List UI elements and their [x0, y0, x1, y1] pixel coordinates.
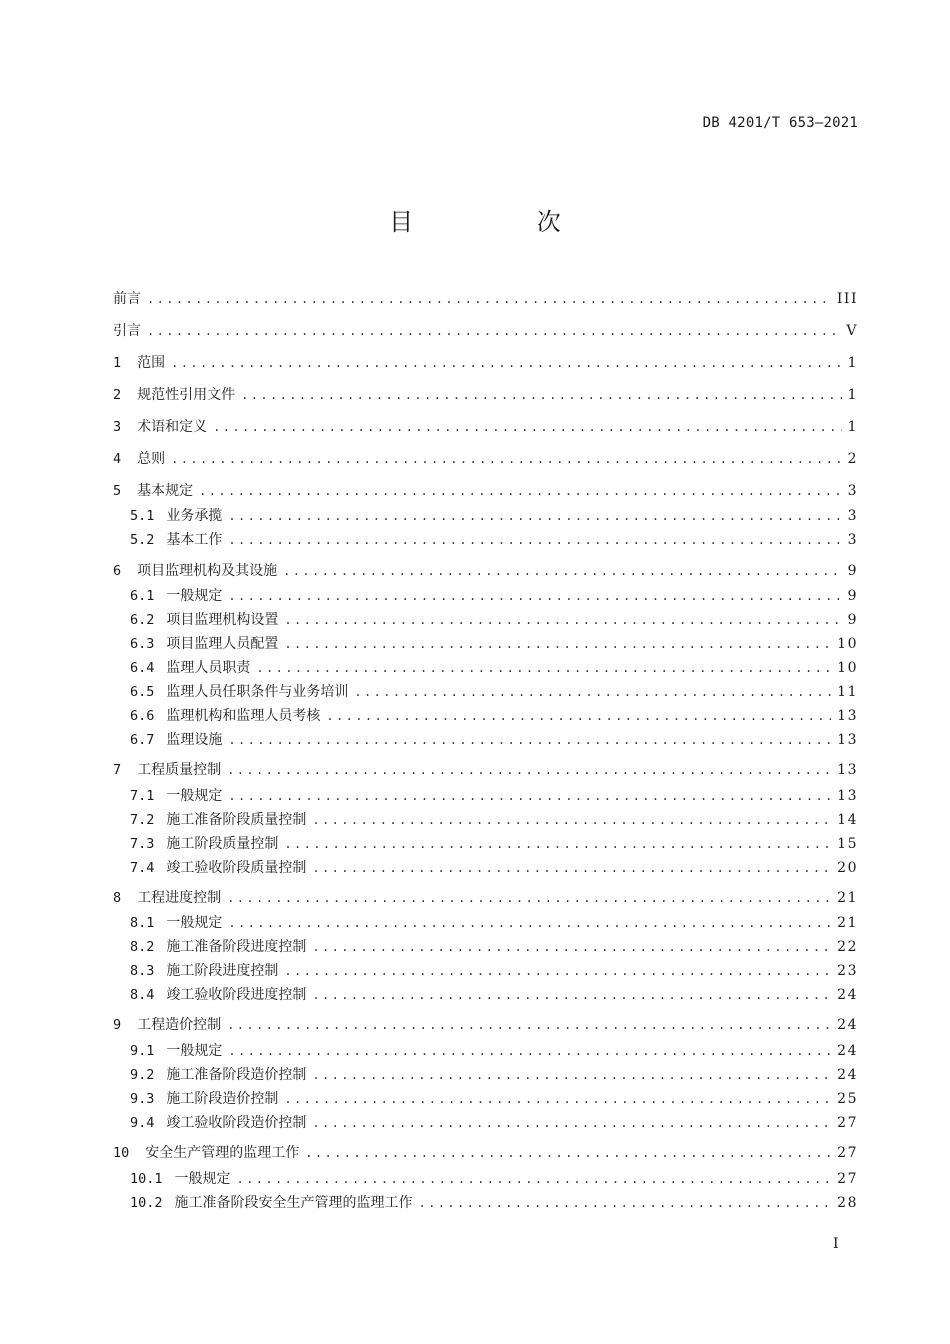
toc-entry-page: 9	[847, 612, 858, 628]
toc-entry-label: 规范性引用文件	[137, 387, 236, 403]
toc-entry[interactable]	[130, 1065, 858, 1085]
toc-entry-number: 8.1	[130, 915, 155, 931]
toc-dot-leader	[312, 1113, 831, 1133]
toc-dot-leader	[228, 530, 841, 550]
toc-entry[interactable]	[130, 834, 858, 854]
toc-entry-number: 9.3	[130, 1091, 155, 1107]
toc-entry-page: 27	[837, 1171, 858, 1187]
toc-entry-label: 项目监理机构及其设施	[137, 563, 278, 579]
toc-entry[interactable]	[130, 1169, 858, 1189]
toc-entry-page: III	[836, 291, 858, 307]
toc-dot-leader	[228, 506, 841, 526]
toc-entry-page: 13	[837, 788, 858, 804]
toc-entry-label: 项目监理人员配置	[166, 636, 279, 652]
toc-entry-label: 基本规定	[137, 483, 194, 499]
toc-entry-number: 6.3	[130, 636, 155, 652]
toc-entry[interactable]	[113, 760, 858, 780]
toc-dot-leader	[284, 834, 831, 854]
toc-dot-leader	[171, 353, 841, 373]
toc-entry-number: 8.2	[130, 939, 155, 955]
toc-entry-label: 施工准备阶段造价控制	[166, 1067, 307, 1083]
toc-entry-number: 8.3	[130, 963, 155, 979]
toc-entry-label: 施工准备阶段进度控制	[166, 939, 307, 955]
toc-entry-number: 10.2	[130, 1195, 163, 1211]
toc-dot-leader	[227, 760, 831, 780]
toc-dot-leader	[284, 1089, 831, 1109]
toc-entry-label: 范围	[137, 355, 166, 371]
toc-entry-page: 15	[837, 836, 858, 852]
toc-dot-leader	[228, 913, 831, 933]
toc-entry[interactable]	[130, 586, 858, 606]
toc-entry-number: 6.6	[130, 708, 155, 724]
toc-entry-number: 5.2	[130, 532, 155, 548]
toc-entry[interactable]	[130, 1041, 858, 1061]
toc-entry[interactable]	[130, 610, 858, 630]
toc-entry-label: 施工阶段造价控制	[166, 1091, 279, 1107]
toc-dot-leader	[228, 730, 831, 750]
toc-entry-page: 13	[837, 708, 858, 724]
toc-entry-page: 3	[847, 483, 858, 499]
toc-dot-leader	[312, 1065, 831, 1085]
toc-entry-label: 术语和定义	[137, 419, 208, 435]
toc-entry-number: 3	[113, 419, 122, 435]
toc-entry-label: 监理机构和监理人员考核	[166, 708, 321, 724]
toc-entry-label: 一般规定	[166, 588, 223, 604]
toc-entry-label: 引言	[113, 323, 141, 339]
toc-dot-leader	[147, 321, 840, 341]
toc-entry-label: 工程质量控制	[137, 762, 222, 778]
toc-entry-label: 一般规定	[174, 1171, 231, 1187]
toc-entry-label: 竣工验收阶段进度控制	[166, 987, 307, 1003]
toc-entry-page: 20	[837, 860, 858, 876]
toc-entry-page: 13	[837, 732, 858, 748]
toc-entry-label: 施工阶段进度控制	[166, 963, 279, 979]
toc-entry[interactable]	[130, 682, 858, 702]
toc-entry-page: 13	[837, 762, 858, 778]
toc-entry-label: 前言	[113, 291, 141, 307]
toc-entry-label: 施工准备阶段安全生产管理的监理工作	[174, 1195, 413, 1211]
toc-dot-leader	[227, 1015, 831, 1035]
toc-dot-leader	[284, 634, 831, 654]
toc-entry[interactable]	[130, 937, 858, 957]
toc-entry-page: 9	[847, 563, 858, 579]
toc-entry-page: 22	[837, 939, 858, 955]
toc-entry-number: 8	[113, 890, 122, 906]
toc-entry[interactable]	[130, 1089, 858, 1109]
toc-entry-number: 7.3	[130, 836, 155, 852]
toc-entry-label: 一般规定	[166, 915, 223, 931]
toc-dot-leader	[241, 385, 841, 405]
toc-entry-page: 21	[837, 890, 858, 906]
toc-entry[interactable]	[113, 1143, 858, 1163]
toc-entry[interactable]	[113, 561, 858, 581]
toc-entry-number: 9	[113, 1017, 122, 1033]
toc-entry-label: 安全生产管理的监理工作	[145, 1145, 300, 1161]
toc-entry-label: 监理人员职责	[166, 660, 251, 676]
toc-entry-number: 6	[113, 563, 122, 579]
toc-entry[interactable]	[130, 786, 858, 806]
toc-entry-page: 28	[837, 1195, 858, 1211]
toc-entry-page: 23	[837, 963, 858, 979]
page-number: I	[833, 1236, 839, 1252]
toc-entry-number: 10	[113, 1145, 130, 1161]
toc-entry-number: 5	[113, 483, 122, 499]
toc-entry-label: 竣工验收阶段质量控制	[166, 860, 307, 876]
toc-entry-label: 监理人员任职条件与业务培训	[166, 684, 349, 700]
toc-entry[interactable]	[130, 730, 858, 750]
toc-entry-number: 7.1	[130, 788, 155, 804]
toc-entry-number: 7	[113, 762, 122, 778]
toc-entry-page: 14	[837, 812, 858, 828]
toc-dot-leader	[283, 561, 841, 581]
toc-entry-number: 9.1	[130, 1043, 155, 1059]
toc-entry-page: 25	[837, 1091, 858, 1107]
toc-entry-number: 6.1	[130, 588, 155, 604]
toc-entry-page: 10	[837, 660, 858, 676]
toc-entry[interactable]	[113, 417, 858, 437]
toc-dot-leader	[305, 1143, 831, 1163]
toc-entry-number: 6.7	[130, 732, 155, 748]
toc-entry[interactable]	[130, 810, 858, 830]
toc-entry[interactable]	[113, 481, 858, 501]
toc-entry-page: 24	[837, 1043, 858, 1059]
toc-entry-label: 一般规定	[166, 788, 223, 804]
toc-entry-label: 监理设施	[166, 732, 223, 748]
toc-dot-leader	[237, 1169, 832, 1189]
toc-entry-page: 1	[847, 419, 858, 435]
toc-entry-label: 一般规定	[166, 1043, 223, 1059]
toc-entry-number: 4	[113, 451, 122, 467]
toc-entry-number: 1	[113, 355, 122, 371]
toc-entry-number: 7.2	[130, 812, 155, 828]
toc-entry-page: 1	[847, 387, 858, 403]
toc-dot-leader	[147, 289, 831, 309]
toc-entry[interactable]	[130, 913, 858, 933]
toc-dot-leader	[171, 449, 841, 469]
toc-entry[interactable]	[130, 1193, 858, 1213]
toc-entry[interactable]	[130, 706, 858, 726]
toc-dot-leader	[354, 682, 831, 702]
toc-entry-page: 27	[837, 1115, 858, 1131]
toc-entry-number: 6.2	[130, 612, 155, 628]
toc-entry[interactable]	[113, 321, 858, 341]
toc-entry[interactable]	[130, 506, 858, 526]
toc-entry[interactable]	[113, 888, 858, 908]
toc-entry-page: 10	[837, 636, 858, 652]
toc-entry-page: 24	[837, 1017, 858, 1033]
toc-entry-number: 9.4	[130, 1115, 155, 1131]
toc-entry-page: V	[846, 323, 858, 339]
page-title: 目 次	[389, 208, 619, 236]
toc-entry-number: 5.1	[130, 508, 155, 524]
toc-entry[interactable]	[113, 289, 858, 309]
toc-dot-leader	[419, 1193, 832, 1213]
toc-entry[interactable]	[130, 985, 858, 1005]
toc-entry[interactable]	[130, 858, 858, 878]
toc-entry-label: 基本工作	[166, 532, 223, 548]
toc-entry[interactable]	[113, 385, 858, 405]
toc-dot-leader	[228, 1041, 831, 1061]
toc-entry-page: 3	[847, 508, 858, 524]
toc-entry-number: 6.4	[130, 660, 155, 676]
toc-entry-label: 施工准备阶段质量控制	[166, 812, 307, 828]
toc-entry-page: 27	[837, 1145, 858, 1161]
toc-entry-page: 24	[837, 987, 858, 1003]
toc-entry-number: 7.4	[130, 860, 155, 876]
toc-entry[interactable]	[113, 449, 858, 469]
toc-entry-page: 2	[847, 451, 858, 467]
toc-dot-leader	[256, 658, 831, 678]
toc-dot-leader	[312, 937, 831, 957]
toc-entry-label: 工程造价控制	[137, 1017, 222, 1033]
toc-entry-page: 9	[847, 588, 858, 604]
toc-entry-label: 总则	[137, 451, 166, 467]
toc-dot-leader	[228, 586, 841, 606]
toc-entry-page: 3	[847, 532, 858, 548]
toc-dot-leader	[312, 985, 831, 1005]
toc-entry[interactable]	[130, 634, 858, 654]
toc-entry-number: 9.2	[130, 1067, 155, 1083]
toc-dot-leader	[284, 610, 841, 630]
toc-entry-page: 21	[837, 915, 858, 931]
toc-entry[interactable]	[130, 530, 858, 550]
toc-entry-page: 1	[847, 355, 858, 371]
toc-entry-label: 竣工验收阶段造价控制	[166, 1115, 307, 1131]
toc-entry-label: 工程进度控制	[137, 890, 222, 906]
toc-entry-page: 24	[837, 1067, 858, 1083]
toc-entry-label: 项目监理机构设置	[166, 612, 279, 628]
toc-entry-label: 施工阶段质量控制	[166, 836, 279, 852]
toc-dot-leader	[227, 888, 831, 908]
toc-dot-leader	[228, 786, 831, 806]
toc-entry-number: 2	[113, 387, 122, 403]
document-code: DB 4201/T 653—2021	[702, 115, 858, 131]
toc-dot-leader	[312, 858, 831, 878]
toc-entry-number: 10.1	[130, 1171, 163, 1187]
toc-entry[interactable]	[130, 1113, 858, 1133]
toc-entry[interactable]	[113, 1015, 858, 1035]
toc-entry[interactable]	[130, 961, 858, 981]
toc-entry-number: 8.4	[130, 987, 155, 1003]
toc-entry[interactable]	[113, 353, 858, 373]
toc-entry[interactable]	[130, 658, 858, 678]
toc-dot-leader	[312, 810, 831, 830]
toc-dot-leader	[284, 961, 831, 981]
toc-dot-leader	[199, 481, 841, 501]
toc-entry-number: 6.5	[130, 684, 155, 700]
toc-dot-leader	[326, 706, 831, 726]
toc-entry-label: 业务承揽	[166, 508, 223, 524]
toc-entry-page: 11	[837, 684, 858, 700]
toc-dot-leader	[213, 417, 841, 437]
